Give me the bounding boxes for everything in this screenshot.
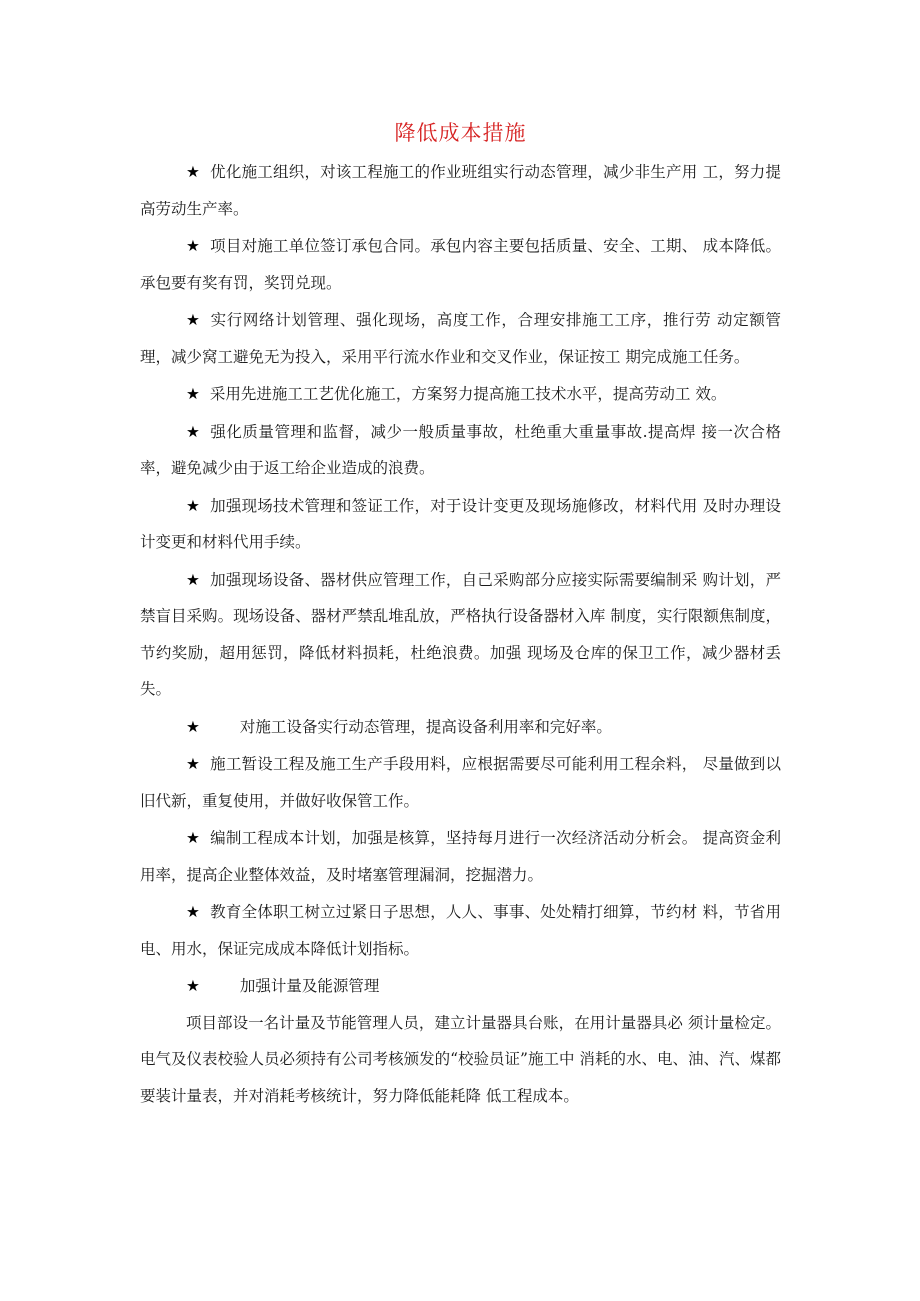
document-title: 降低成本措施 [394,121,527,145]
bullet-item [140,709,781,746]
bullet-text: 施工暂设工程及施工生产手段用料，应根据需要尽可能利用工程余料， 尽量做到以旧代新，重复使用，并做好收保管工作。 [140,755,781,810]
bullet-text: 教育全体职工树立过紧日子思想，人人、事事、处处精打细算，节约材 料，节省用电、用水，保证完成成本降低计划指标。 [140,903,781,958]
bullet-item [140,562,781,708]
star-icon: ★ [186,903,200,921]
bullet-text: 优化施工组织，对该工程施工的作业班组实行动态管理，减少非生产用 工，努力提高劳动生产率。 [140,163,781,218]
star-icon: ★ [186,163,200,181]
star-icon: ★ [186,717,200,736]
star-icon: ★ [186,422,200,441]
bullet-item [140,820,781,893]
bullet-item [140,894,781,967]
bullet-text: 采用先进施工工艺优化施工，方案努力提高施工技术水平，提高劳动工 效。 [209,385,727,403]
star-icon: ★ [186,385,200,403]
bullet-text: 实行网络计划管理、强化现场，高度工作，合理安排施工工序，推行劳 动定额管理，减少窝工避免无为投入，采用平行流水作业和交叉作业，保证按工 期完成施工任务。 [140,311,781,366]
bullet-text: 加强现场设备、器材供应管理工作，自己采购部分应接实际需要编制采 购计划，严禁盲目采购。现场设备、器材严禁乱堆乱放，严格执行设备器材入库 制度，实行限额焦制度，节约奖励，超用惩罚，降低材料损耗，杜绝浪费。加强 现场及仓库的保卫工作，减少器材丢失。 [140,570,781,698]
document-page [140,118,781,1114]
bullet-item [140,414,781,487]
bullet-item [140,154,781,227]
bullet-item [140,228,781,301]
bullet-item [140,488,781,561]
bullet-text: 编制工程成本计划，加强是核算，坚持每月进行一次经济活动分析会。 提高资金利用率，提高企业整体效益，及时堵塞管理漏洞，挖掘潜力。 [140,829,781,884]
bullet-text: 加强计量及能源管理 [239,977,380,995]
bullet-text: 项目对施工单位签订承包合同。承包内容主要包括质量、安全、工期、 成本降低。承包要有奖有罚，奖罚兑现。 [140,237,781,292]
star-icon: ★ [186,755,200,773]
closing-paragraph: 项目部设一名计量及节能管理人员，建立计量器具台账，在用计量器具必 须计量检定。电气及仪表校验人员必须持有公司考核颁发的“校验员证”施工中 消耗的水、电、油、汽、煤都要装计量表，并对消耗考核统计，努力降低能耗降 低工程成本。 [140,1013,781,1105]
bullet-item [140,968,781,1005]
star-icon: ★ [186,496,200,515]
bullet-text: 加强现场技术管理和签证工作，对于设计变更及现场施修改，材料代用 及时办理设计变更和材料代用手续。 [140,496,781,551]
star-icon: ★ [186,977,200,995]
star-icon: ★ [186,237,200,255]
star-icon: ★ [186,311,200,329]
bullet-item [140,746,781,819]
bullet-text: 强化质量管理和监督，减少一般质量事故，杜绝重大重量事故.提高焊 接一次合格率，避免减少由于返工给企业造成的浪费。 [140,422,781,477]
bullet-item [140,302,781,375]
bullet-text: 对施工设备实行动态管理，提高设备利用率和完好率。 [239,717,612,736]
star-icon: ★ [186,570,200,589]
star-icon: ★ [186,829,200,847]
bullet-item [140,376,781,413]
